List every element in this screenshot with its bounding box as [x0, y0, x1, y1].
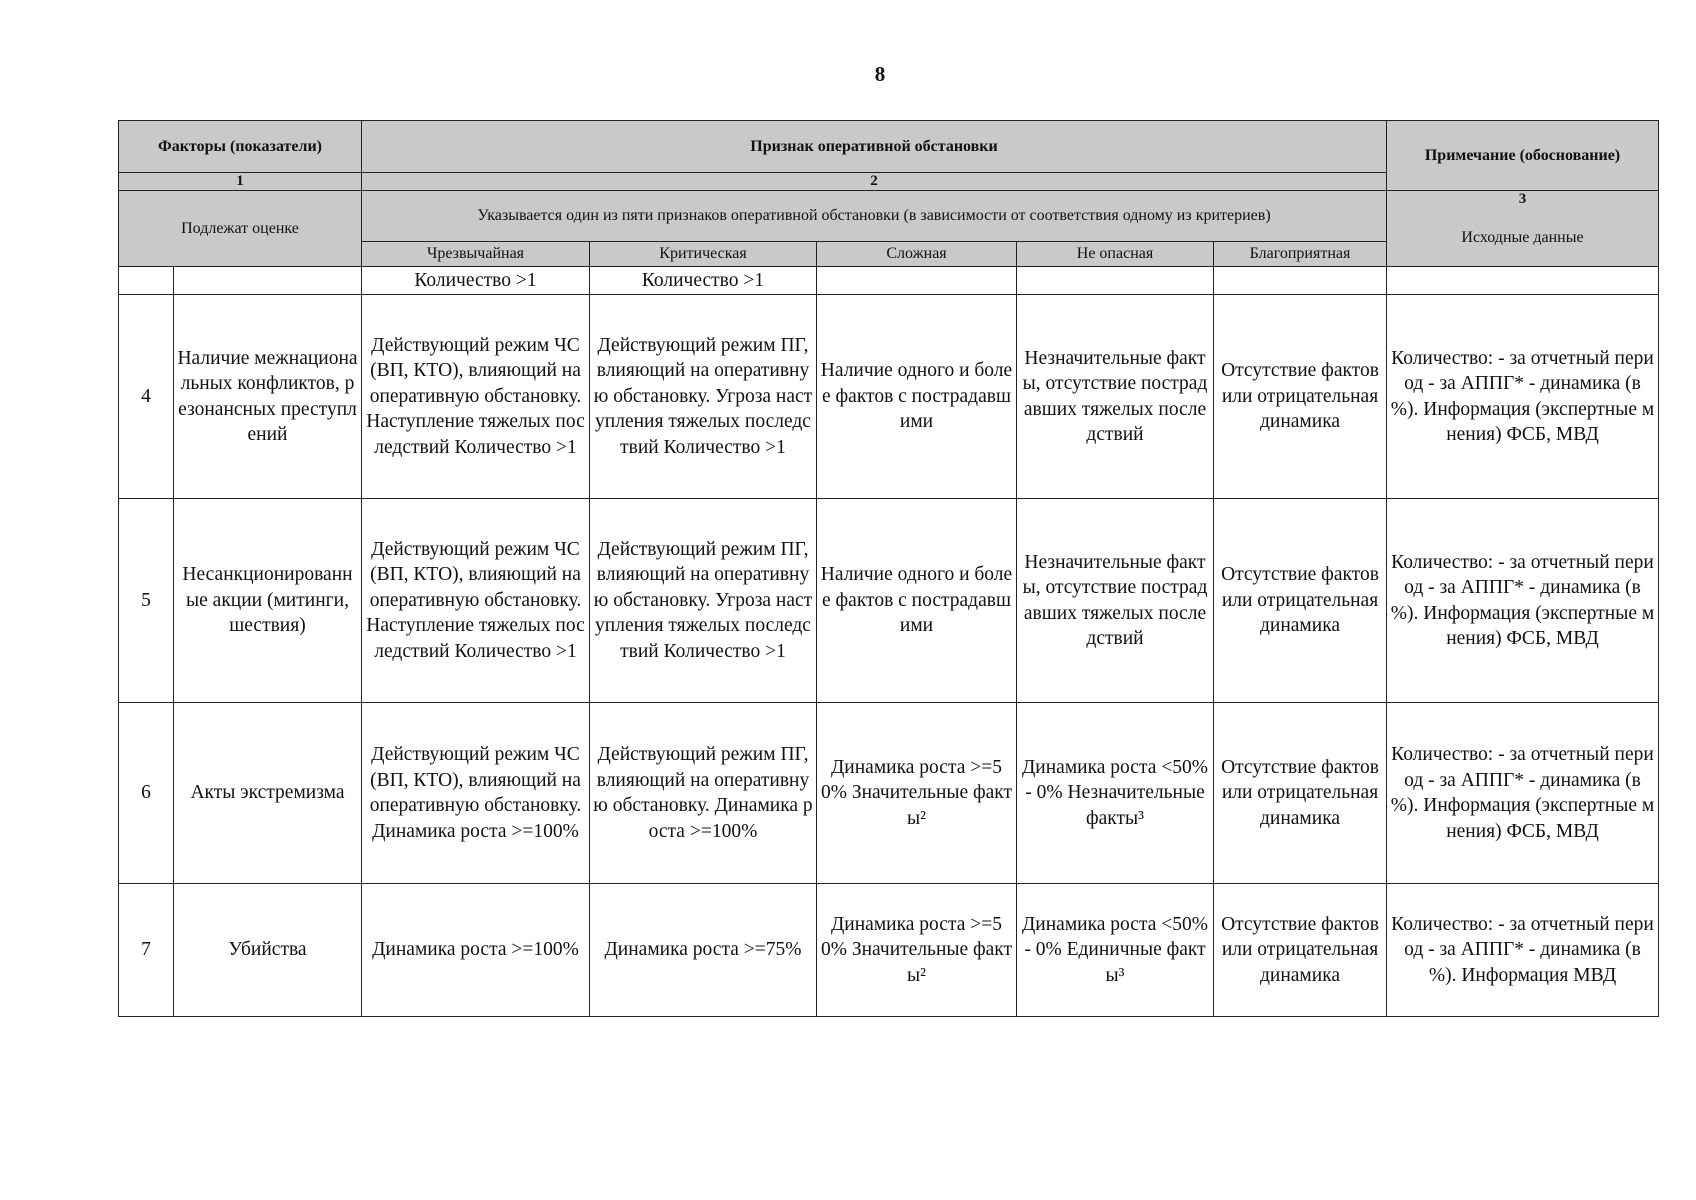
cell-note: Количество: - за отчетный период - за АППГ* - динамика (в %). Информация (экспертные мнения) ФСБ, МВД — [1387, 295, 1659, 499]
cell-favorable: Отсутствие фактов или отрицательная динамика — [1214, 499, 1387, 703]
cell-emergency: Действующий режим ЧС (ВП, КТО), влияющий на оперативную обстановку. Динамика роста >=100% — [362, 703, 590, 884]
row-number: 7 — [119, 884, 174, 1017]
header-sign-description: Указывается один из пяти признаков оперативной обстановки (в зависимости от соответствия одному из критериев) — [362, 191, 1387, 242]
cell-critical: Действующий режим ПГ, влияющий на оперативную обстановку. Угроза наступления тяжелых последствий Количество >1 — [590, 499, 817, 703]
cell-num — [119, 267, 174, 295]
header-sign: Признак оперативной обстановки — [362, 121, 1387, 173]
cell-critical: Динамика роста >=75% — [590, 884, 817, 1017]
table-row — [119, 703, 1659, 884]
header-col1: 1 — [119, 173, 362, 191]
table-row — [119, 499, 1659, 703]
cell-emergency: Динамика роста >=100% — [362, 884, 590, 1017]
cell-safe: Незначительные факты, отсутствие пострадавших тяжелых последствий — [1017, 499, 1214, 703]
cell-safe: Динамика роста <50% - 0% Незначительные факты³ — [1017, 703, 1214, 884]
cell-critical: Действующий режим ПГ, влияющий на оперативную обстановку. Динамика роста >=100% — [590, 703, 817, 884]
header-col3: 3 — [1518, 191, 1527, 207]
row-number: 4 — [119, 295, 174, 499]
header-row-description — [119, 191, 1659, 242]
cell-note: Количество: - за отчетный период - за АППГ* - динамика (в %). Информация (экспертные мнения) ФСБ, МВД — [1387, 703, 1659, 884]
cell-factor: Наличие межнациональных конфликтов, резонансных преступлений — [174, 295, 362, 499]
level-safe: Не опасная — [1017, 241, 1214, 266]
cell-note: Количество: - за отчетный период - за АППГ* - динамика (в %). Информация МВД — [1387, 884, 1659, 1017]
header-source — [1387, 191, 1659, 267]
cell-note — [1387, 267, 1659, 295]
cell-factor: Убийства — [174, 884, 362, 1017]
cell-complex: Наличие одного и более фактов с пострадавшими — [817, 295, 1017, 499]
level-complex: Сложная — [817, 241, 1017, 266]
level-emergency: Чрезвычайная — [362, 241, 590, 266]
table-row — [119, 884, 1659, 1017]
row-number: 5 — [119, 499, 174, 703]
cell-critical: Количество >1 — [590, 267, 817, 295]
cell-factor: Несанкционированные акции (митинги, шествия) — [174, 499, 362, 703]
cell-safe: Незначительные факты, отсутствие пострадавших тяжелых последствий — [1017, 295, 1214, 499]
cell-complex — [817, 267, 1017, 295]
table-row — [119, 295, 1659, 499]
header-factors: Факторы (показатели) — [119, 121, 362, 173]
cell-favorable: Отсутствие фактов или отрицательная динамика — [1214, 884, 1387, 1017]
cell-complex: Динамика роста >=50% Значительные факты² — [817, 703, 1017, 884]
header-subject: Подлежат оценке — [119, 191, 362, 267]
cell-emergency: Количество >1 — [362, 267, 590, 295]
cell-note: Количество: - за отчетный период - за АППГ* - динамика (в %). Информация (экспертные мнения) ФСБ, МВД — [1387, 499, 1659, 703]
cell-favorable: Отсутствие фактов или отрицательная динамика — [1214, 295, 1387, 499]
cell-factor: Акты экстремизма — [174, 703, 362, 884]
page-number: 8 — [874, 62, 886, 86]
cell-emergency: Действующий режим ЧС (ВП, КТО), влияющий на оперативную обстановку. Наступление тяжелых последствий Количество >1 — [362, 295, 590, 499]
header-row-titles — [119, 121, 1659, 173]
continuation-row — [119, 267, 1659, 295]
cell-favorable: Отсутствие фактов или отрицательная динамика — [1214, 703, 1387, 884]
cell-emergency: Действующий режим ЧС (ВП, КТО), влияющий на оперативную обстановку. Наступление тяжелых последствий Количество >1 — [362, 499, 590, 703]
level-critical: Критическая — [590, 241, 817, 266]
row-number: 6 — [119, 703, 174, 884]
cell-complex: Динамика роста >=50% Значительные факты² — [817, 884, 1017, 1017]
header-col2: 2 — [362, 173, 1387, 191]
cell-critical: Действующий режим ПГ, влияющий на оперативную обстановку. Угроза наступления тяжелых последствий Количество >1 — [590, 295, 817, 499]
header-source-label: Исходные данные — [1461, 229, 1584, 246]
cell-safe: Динамика роста <50% - 0% Единичные факты³ — [1017, 884, 1214, 1017]
cell-factor — [174, 267, 362, 295]
header-note: Примечание (обоснование) — [1387, 121, 1659, 191]
cell-safe — [1017, 267, 1214, 295]
cell-complex: Наличие одного и более фактов с пострадавшими — [817, 499, 1017, 703]
cell-favorable — [1214, 267, 1387, 295]
level-favorable: Благоприятная — [1214, 241, 1387, 266]
situation-criteria-table — [118, 120, 1659, 1017]
